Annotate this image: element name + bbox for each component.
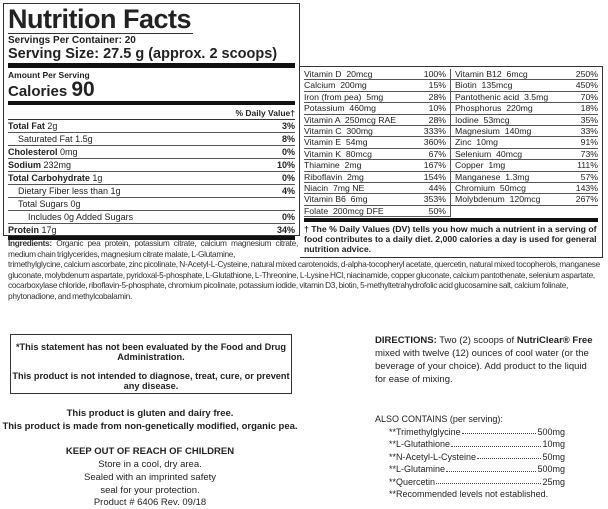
calories-label: Calories <box>8 83 68 100</box>
storage-2: Sealed with an imprinted safety <box>83 472 217 483</box>
servings-per-container: Servings Per Container: 20 <box>8 35 136 46</box>
ingredients-text: Organic pea protein, potassium citrate, calcium magnesium citrate, medium chain triglycerides, magnesium citrate malate, L-Glutamine, <box>8 238 298 259</box>
nutrient-dv: 34% <box>276 225 295 235</box>
nutrient-row <box>8 211 295 224</box>
nutrient-name <box>8 224 57 236</box>
nutrient-label: Includes 0g Added Sugars <box>28 212 134 222</box>
micronutrient-row <box>451 183 598 194</box>
ingredient-amount: 25mg <box>542 476 565 487</box>
leader-dots <box>462 426 537 435</box>
ingredient-amount: 50mg <box>542 451 565 462</box>
micronutrient-name: Vitamin C 300mg <box>304 125 373 136</box>
nutrient-name <box>8 198 81 210</box>
nutrient-amount: 232mg <box>43 160 72 170</box>
nutrient-name <box>8 146 78 158</box>
directions <box>375 334 600 386</box>
nutrient-amount: 0mg <box>60 147 78 157</box>
micronutrient-name: Folate 200mcg DFE <box>304 205 384 216</box>
micronutrient-row <box>451 80 598 91</box>
ingredient-amount: 500mg <box>537 426 565 437</box>
nutrient-dv: 0% <box>281 173 295 183</box>
daily-value-header: % Daily Value† <box>8 105 295 120</box>
ingredients-label: Ingredients: <box>8 238 52 248</box>
micronutrient-row <box>451 69 598 80</box>
micronutrient-dv: 360% <box>423 137 446 148</box>
micronutrient-name: Iodine 53mcg <box>455 114 510 125</box>
gluten-free: This product is gluten and dairy free. <box>66 408 234 419</box>
nutrient-dv: 4% <box>281 186 295 196</box>
micronutrient-dv: 333% <box>423 125 446 136</box>
directions-text-2: mixed with twelve (12) ounces of cool water (or the beverage of your choice). Add product to the liquid for ease of mixing. <box>375 348 589 385</box>
also-contains-item <box>375 426 565 439</box>
fda-statement: *This statement has not been evaluated by the Food and Drug Administration. <box>15 342 287 362</box>
micronutrient-row <box>451 149 598 160</box>
daily-value-footnote: † The % Daily Values (DV) tells you how much a nutrient in a serving of food contributes to a daily diet. 2,000 calories a day is used for general nutrition advice. <box>304 218 598 254</box>
nutrient-amount: 17g <box>41 225 57 235</box>
nutrient-row <box>8 133 295 146</box>
micronutrient-name: Vitamin A 250mcg RAE <box>304 114 397 125</box>
disease-disclaimer: This product is not intended to diagnose, treat, cure, or prevent any disease. <box>12 371 290 391</box>
micronutrient-row <box>304 115 450 126</box>
non-gmo: This product is made from non-genetically modified, organic pea. <box>2 421 298 432</box>
micronutrient-dv: 450% <box>575 80 598 91</box>
micronutrient-row <box>451 126 598 137</box>
fda-statement-box <box>10 334 292 394</box>
micronutrient-dv: 73% <box>580 148 598 159</box>
ingredient-name: **L-Glutathione <box>389 439 451 449</box>
storage-1: Store in a cool, dry area. <box>98 459 202 470</box>
micronutrient-row <box>304 206 450 217</box>
micronutrient-name: Zinc 10mg <box>455 137 498 148</box>
nutrient-amount: 1g <box>92 173 103 183</box>
micronutrient-name: Manganese 1.3mg <box>455 171 530 182</box>
nutrient-label: Saturated Fat <box>18 134 73 144</box>
ingredient-name: **Quercetin <box>389 476 436 487</box>
nutrient-name <box>8 211 133 223</box>
micronutrient-dv: 50% <box>428 205 446 216</box>
ingredients <box>8 238 604 301</box>
nutrient-name <box>8 185 121 197</box>
nutrient-amount: 0g <box>70 199 81 209</box>
nutrient-row <box>8 198 295 211</box>
nutrient-row <box>8 146 295 159</box>
micronutrient-row <box>304 137 450 148</box>
nutrient-row <box>8 185 295 198</box>
serving-size: Serving Size: 27.5 g (approx. 2 scoops) <box>8 46 295 68</box>
nutrient-row <box>8 120 295 133</box>
nutrient-label: Total Sugars <box>18 199 69 209</box>
micronutrient-name: Vitamin B12 6mcg <box>455 69 528 79</box>
micronutrient-dv: 15% <box>428 80 446 91</box>
micronutrient-name: Calcium 200mg <box>304 80 367 91</box>
also-contains-item <box>375 451 565 464</box>
micronutrient-row <box>304 172 450 183</box>
nutrient-amount: 2g <box>47 121 58 131</box>
micronutrient-name: Biotin 135mcg <box>455 80 513 91</box>
leader-dots <box>446 463 536 472</box>
directions-text: Two (2) scoops of <box>436 335 517 346</box>
micronutrient-dv: 18% <box>580 103 598 114</box>
micronutrient-name: Vitamin D 20mcg <box>304 69 373 79</box>
micronutrient-row <box>451 172 598 183</box>
ingredients-part1 <box>8 238 298 259</box>
micronutrient-dv: 28% <box>428 114 446 125</box>
micronutrient-row <box>304 103 450 114</box>
micronutrient-dv: 57% <box>580 171 598 182</box>
nutrient-row <box>8 172 295 185</box>
micronutrient-dv: 28% <box>428 91 446 102</box>
ingredients-part2: trimethylglycine, calcium ascorbate, zinc picolinate, N-Acetyl-L-Cysteine, natural mixed carotenoids, d-alpha-tocopheryl acetate, quercetin, natural mixed tocopherols, manganese gluconate, molybdenum aspartate, pyridoxal-5-phosphate, L-Glutathione, L-Threonine, L-Lysine HCl, niacinamide, copper gluconate, calcium pantothenate, selenium aspartate, cocarboxylase chloride, riboflavin-5-phosphate, chromium picolinate, potassium iodide, vitamin D3, biotin, 5-methyltetrahydrofolic acid glucosamine salt, calcium folinate, phytonadione, and methylcobalamin. <box>8 259 600 301</box>
micronutrient-name: Copper 1mg <box>455 160 506 171</box>
micronutrient-row <box>451 115 598 126</box>
micronutrient-dv: 44% <box>428 182 446 193</box>
micronutrient-name: Vitamin K 80mcg <box>304 148 372 159</box>
micronutrient-column-left <box>304 69 451 217</box>
micronutrient-name: Thiamine 2mg <box>304 160 362 171</box>
ingredient-name: **Trimethylglycine <box>389 426 461 437</box>
nutrient-dv: 3% <box>281 121 295 131</box>
micronutrient-row <box>451 160 598 171</box>
keep-out-warning: KEEP OUT OF REACH OF CHILDREN <box>65 446 235 457</box>
micronutrient-row <box>451 194 598 205</box>
micronutrient-dv: 250% <box>575 69 598 79</box>
ingredient-amount: 10mg <box>542 439 565 449</box>
nutrient-dv: 10% <box>276 160 295 170</box>
micronutrient-dv: 111% <box>577 160 598 171</box>
also-contains-note: **Recommended levels not established. <box>389 489 549 499</box>
micronutrient-dv: 267% <box>575 194 598 205</box>
micronutrient-dv: 10% <box>428 103 446 114</box>
storage-3: seal for your protection. <box>100 485 200 496</box>
micronutrient-row <box>304 149 450 160</box>
also-contains <box>375 413 575 501</box>
micronutrient-row <box>304 69 450 80</box>
micronutrient-dv: 35% <box>580 114 598 125</box>
calories-value: 90 <box>71 78 95 101</box>
also-contains-item <box>375 463 565 476</box>
micronutrient-row <box>451 103 598 114</box>
micronutrient-name: Magnesium 140mg <box>455 125 532 136</box>
leader-dots <box>451 438 541 447</box>
micronutrient-dv: 100% <box>423 69 446 79</box>
micronutrient-name: Molybdenum 120mcg <box>455 194 541 205</box>
nutrient-name <box>8 159 71 171</box>
micronutrient-dv: 353% <box>423 194 446 205</box>
amount-per-serving: Amount Per Serving <box>8 70 90 80</box>
micronutrient-row <box>304 80 450 91</box>
micronutrient-name: Selenium 40mcg <box>455 148 523 159</box>
also-contains-item <box>375 438 565 451</box>
product-number: Product # 6406 Rev. 09/18 <box>93 497 207 508</box>
micronutrient-dv: 70% <box>580 91 598 102</box>
nutrient-name <box>8 120 57 132</box>
micronutrient-row <box>304 126 450 137</box>
calories <box>8 80 295 105</box>
ingredient-amount: 500mg <box>537 464 565 474</box>
nutrient-dv: 0% <box>281 147 295 157</box>
micronutrient-dv: 67% <box>428 148 446 159</box>
micronutrient-row <box>304 194 450 205</box>
micronutrient-name: Vitamin B6 6mg <box>304 194 368 205</box>
micronutrient-row <box>304 183 450 194</box>
nutrient-name <box>8 172 102 184</box>
nutrient-label: Cholesterol <box>8 147 58 157</box>
micronutrient-row <box>304 92 450 103</box>
nutrient-amount: 1.5g <box>75 134 93 144</box>
directions-label: DIRECTIONS: <box>375 335 437 346</box>
micronutrient-table <box>300 66 603 258</box>
nutrient-label: Dietary Fiber <box>18 186 70 196</box>
also-contains-title: ALSO CONTAINS (per serving): <box>375 414 503 424</box>
micronutrient-name: Potassium 460mg <box>304 103 376 114</box>
micronutrient-dv: 167% <box>423 160 446 171</box>
ingredient-name: **N-Acetyl-L-Cysteine <box>389 451 477 462</box>
micronutrient-row <box>304 160 450 171</box>
micronutrient-row <box>451 137 598 148</box>
micronutrient-row <box>451 92 598 103</box>
nutrient-label: Sodium <box>8 160 41 170</box>
micronutrient-dv: 143% <box>575 182 598 193</box>
micronutrient-name: Chromium 50mcg <box>455 182 526 193</box>
micronutrient-dv: 154% <box>423 171 446 182</box>
micronutrient-name: Vitamin E 54mg <box>304 137 368 148</box>
micronutrient-name: Iron (from pea) 5mg <box>304 91 384 102</box>
ingredient-name: **L-Glutamine <box>389 464 446 474</box>
micronutrient-column-right <box>451 69 598 217</box>
nutrition-facts-panel <box>3 3 300 236</box>
micronutrient-dv: 91% <box>580 137 598 148</box>
nutrient-dv: 8% <box>281 134 295 144</box>
nutrient-row <box>8 159 295 172</box>
nutrient-label: Protein <box>8 225 40 235</box>
micronutrient-name: Phosphorus 220mg <box>455 103 533 114</box>
brand-name: NutriClear® Free <box>516 335 593 346</box>
leader-dots <box>477 451 541 460</box>
nutrient-dv: 0% <box>281 212 295 222</box>
micronutrient-name: Riboflavin 2mg <box>304 171 364 182</box>
also-contains-list <box>375 426 575 489</box>
micronutrient-name: Pantothenic acid 3.5mg <box>455 91 549 102</box>
nutrient-name <box>8 133 93 145</box>
nutrient-label: Total Fat <box>8 121 45 131</box>
nutrient-rows <box>8 120 295 240</box>
micronutrient-dv: 33% <box>580 125 598 136</box>
micronutrient-name: Niacin 7mg NE <box>304 182 365 193</box>
also-contains-item <box>375 476 565 489</box>
panel-title: Nutrition Facts <box>8 4 192 34</box>
nutrient-amount: less than 1g <box>72 186 121 196</box>
nutrient-label: Total Carbohydrate <box>8 173 90 183</box>
leader-dots <box>436 476 541 485</box>
